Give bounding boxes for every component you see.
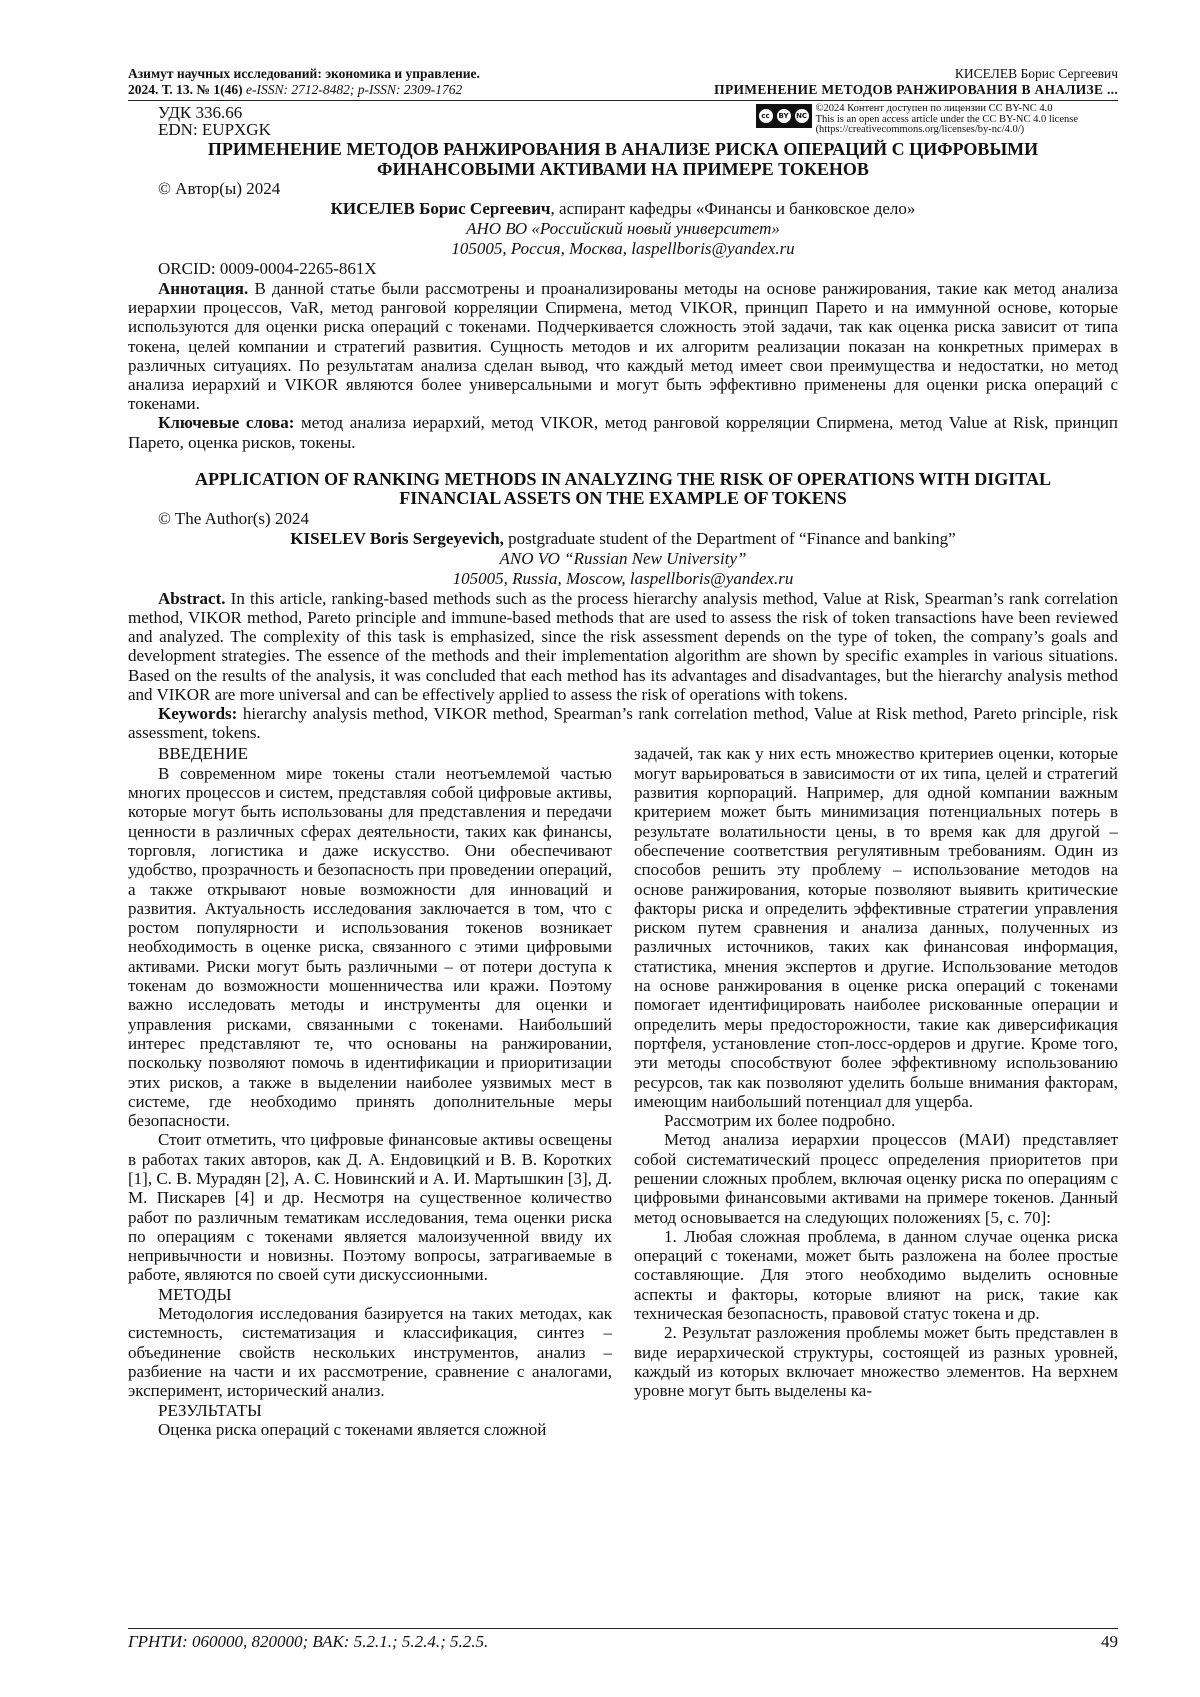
abstract-ru	[128, 279, 1118, 413]
author-role-en: postgraduate student of the Department of “Finance and banking”	[503, 528, 956, 548]
body-columns	[128, 744, 1118, 1439]
page-footer	[128, 1628, 1118, 1652]
keywords-label-en: Keywords:	[158, 704, 238, 724]
license-line: This is an open access article under the CC BY-NC 4.0 license	[815, 113, 1078, 125]
journal-name: Азимут научных исследований: экономика и управление.	[128, 66, 480, 81]
copyright-ru: © Автор(ы) 2024	[158, 179, 281, 198]
header-running-title: ПРИМЕНЕНИЕ МЕТОДОВ РАНЖИРОВАНИЯ В АНАЛИЗЕ ...	[714, 82, 1118, 97]
affiliation-ru: АНО ВО «Российский новый университет»	[466, 219, 780, 238]
author-en	[128, 529, 1118, 549]
page	[128, 66, 1118, 1439]
header-author: КИСЕЛЕВ Борис Сергеевич	[954, 66, 1118, 81]
paragraph: Рассмотрим их более подробно.	[664, 1111, 896, 1131]
section-heading-results: РЕЗУЛЬТАТЫ	[158, 1400, 262, 1420]
abstract-en	[128, 589, 1118, 704]
paragraph: 2. Результат разложения проблемы может быть представлен в виде иерархической структуры, состоящей из разных уровней, каждый из которых включает множество элементов. На верхнем уровне могут быть выделены ка-	[634, 1323, 1118, 1401]
paragraph: Оценка риска операций с токенами является сложной	[158, 1419, 547, 1439]
title-ru: ПРИМЕНЕНИЕ МЕТОДОВ РАНЖИРОВАНИЯ В АНАЛИЗЕ РИСКА ОПЕРАЦИЙ С ЦИФРОВЫМИ ФИНАНСОВЫМИ АКТИВАМИ НА ПРИМЕРЕ ТОКЕНОВ	[207, 139, 1039, 179]
section-heading-methods: МЕТОДЫ	[158, 1284, 232, 1304]
keywords-text-ru: метод анализа иерархий, метод VIKOR, метод ранговой корреляции Спирмена, метод Value at Risk, принцип Парето, оценка рисков, токены.	[128, 413, 1119, 452]
abstract-label-en: Abstract.	[158, 588, 226, 608]
keywords-en	[128, 704, 1118, 742]
author-role-ru: , аспирант кафедры «Финансы и банковское дело»	[550, 199, 916, 218]
author-name-en: KISELEV Boris Sergeyevich,	[290, 528, 504, 548]
license-line: ©2024 Контент доступен по лицензии CC BY-NC 4.0	[815, 103, 1053, 114]
journal-info	[128, 66, 480, 98]
paragraph: Метод анализа иерархии процессов (МАИ) представляет собой систематический процесс определения приоритетов при решении сложных проблем, включая оценку риска по операциям с цифровыми финансовыми активами на примере токенов. Данный метод основывается на следующих положениях [5, с. 70]:	[634, 1130, 1118, 1227]
keywords-text-en: hierarchy analysis method, VIKOR method, Spearman’s rank correlation method, Value at Risk method, Pareto principle, risk assessment, tokens.	[128, 704, 1118, 743]
paragraph: Методология исследования базируется на таких методах, как системность, систематизация и классификация, синтез – объединение свойств нескольких инструментов, анализ – разбиение на части и их рассмотрение, сравнение с аналогами, эксперимент, исторический анализ.	[128, 1304, 612, 1401]
paragraph: Стоит отметить, что цифровые финансовые активы освещены в работах таких авторов, как Д. А. Ендовицкий и В. В. Коротких [1], С. В. Мурадян [2], А. С. Новинский и А. И. Мартышкин [3], Д. М. Пискарев [4] и др. Несмотря на существенное количество работ по различным тематикам исследования, тема оценки риска по операциям с токенами является малоизученной ввиду их непривычности и новизны. Поэтому вопросы, затрагиваемые в работе, являются по своей сути дискуссионными.	[128, 1130, 612, 1285]
footer-row	[128, 1632, 1118, 1652]
paragraph: 1. Любая сложная проблема, в данном случае оценка риска операций с токенами, может быть разложена на более простые составляющие. Для этого необходимо выделить основные аспекты и факторы, которые влияют на риск, такие как техническая безопасность, правовой статус токена и др.	[634, 1226, 1118, 1324]
author-ru	[128, 199, 1118, 219]
paragraph: В современном мире токены стали неотъемлемой частью многих процессов и систем, представляя собой цифровые активы, которые могут быть использованы для представления и передачи ценности в различных сферах деятельности, таких как финансы, торговля, логистика и даже искусство. Они обеспечивают удобство, прозрачность и безопасность при проведении операций, а также открывают новые возможности для инноваций и развития. Актуальность исследования заключается в том, что с ростом популярности и использования токенов возникает необходимость в оценке риска, связанного с этими цифровыми активами. Риски могут быть различными – от потери доступа к токенам до возможности мошенничества или кражи. Поэтому важно исследовать методы и инструменты для оценки и управления рисками, связанными с токенами. Наибольший интерес представляют те, что основаны на ранжировании, поскольку позволяют помочь в идентификации и приоритизации этих рисков, а также в выделении наиболее уязвимых мест в системе, где необходимо принять дополнительные меры безопасности.	[128, 763, 612, 1131]
license-url[interactable]: (https://creativecommons.org/licenses/by-nc/4.0/)	[815, 124, 1025, 135]
copyright-en: © The Author(s) 2024	[158, 508, 309, 528]
keywords-label-ru: Ключевые слова:	[158, 413, 295, 433]
meta-row	[128, 104, 1118, 138]
page-number: 49	[1101, 1632, 1118, 1651]
column-left	[128, 744, 612, 1439]
udc-code: УДК 336.66	[158, 103, 243, 122]
abstract-text-ru: В данной статье были рассмотрены и проанализированы методы на основе ранжирования, такие как метод анализа иерархии процессов, VaR, метод ранговой корреляции Спирмена, метод VIKOR, принцип Парето и на иммунной основе, которые используются для оценки риска операций с токенами. Подчеркивается сложность этой задачи, так как оценка риска зависит от типа токена, целей компании и стратегий развития. Сущность методов и их алгоритм реализации показан на конкретных примерах в различных ситуациях. По результатам анализа сделан вывод, что каждый метод имеет свои преимущества и недостатки, но метод анализа иерархий и VIKOR являются более универсальными и могут быть эффективно применены для оценки риска операций с токенами.	[128, 279, 1118, 414]
orcid: ORCID: 0009-0004-2265-861X	[158, 259, 377, 278]
license-block	[756, 104, 1078, 138]
running-header	[128, 66, 1118, 98]
paragraph-continued: задачей, так как у них есть множество критериев оценки, которые могут варьироваться в зависимости от их типа, целей и стратегий развития корпораций. Например, для одной компании важным критерием может быть минимизация потенциальных потерь в результате волатильности цены, в то время как для другой – обеспечение соответствия регулятивным требованиям. Один из способов решить эту проблему – использование методов на основе ранжирования, которые позволяют выявить критические факторы риска и определить эффективные стратегии управления риском путем сравнения и анализа данных, полученных из различных источников, таких как финансовая информация, статистика, мнения экспертов и другие. Использование методов на основе ранжирования в оценке риска операций с токенами помогает идентифицировать наиболее рискованные операции и определить меры предосторожности, такие как диверсификация портфеля, установление стоп-лосс-ордеров и другие. Кроме того, эти методы способствуют более эффективному использованию ресурсов, так как позволяют уделить больше внимания факторам, имеющим наибольший потенциал для ущерба.	[634, 744, 1118, 1111]
section-heading-intro: ВВЕДЕНИЕ	[158, 744, 248, 764]
identifiers	[128, 104, 271, 138]
journal-issn: e-ISSN: 2712-8482; p-ISSN: 2309-1762	[245, 82, 463, 97]
edn-code: EDN: EUPXGK	[158, 120, 271, 139]
column-right	[634, 744, 1118, 1439]
address-ru: 105005, Россия, Москва, laspellboris@yandex.ru	[451, 239, 795, 258]
abstract-label-ru: Аннотация.	[158, 279, 249, 298]
footer-divider	[128, 1628, 1118, 1629]
license-text	[816, 104, 1078, 136]
journal-issue: 2024. Т. 13. № 1(46)	[128, 82, 243, 97]
cc-by-nc-icon[interactable]: cc BY NC	[756, 104, 812, 128]
header-divider	[128, 100, 1118, 101]
abstract-text-en: In this article, ranking-based methods such as the process hierarchy analysis method, Value at Risk, Spearman’s rank correlation method, VIKOR method, Pareto principle and immune-based methods that are used to assess the risk of token transactions have been reviewed and analyzed. The complexity of this task is emphasized, since the risk assessment depends on the type of token, the company’s goals and development strategies. The essence of the methods and their implementation algorithm are shown by specific examples in various situations. Based on the results of the analysis, it was concluded that each method has its advantages and disadvantages, but the hierarchy analysis method and VIKOR are more universal and can be effectively applied to assess the risk of operations with tokens.	[128, 588, 1118, 704]
article-info	[714, 66, 1118, 98]
affiliation-en: ANO VO “Russian New University”	[499, 548, 747, 568]
classification-codes: ГРНТИ: 060000, 820000; ВАК: 5.2.1.; 5.2.4.; 5.2.5.	[128, 1632, 489, 1651]
address-en: 105005, Russia, Moscow, laspellboris@yandex.ru	[452, 568, 794, 588]
keywords-ru	[128, 413, 1118, 451]
author-name-ru: КИСЕЛЕВ Борис Сергеевич	[330, 199, 551, 218]
title-en: APPLICATION OF RANKING METHODS IN ANALYZING THE RISK OF OPERATIONS WITH DIGITAL FINANCIAL ASSETS ON THE EXAMPLE OF TOKENS	[195, 468, 1051, 509]
